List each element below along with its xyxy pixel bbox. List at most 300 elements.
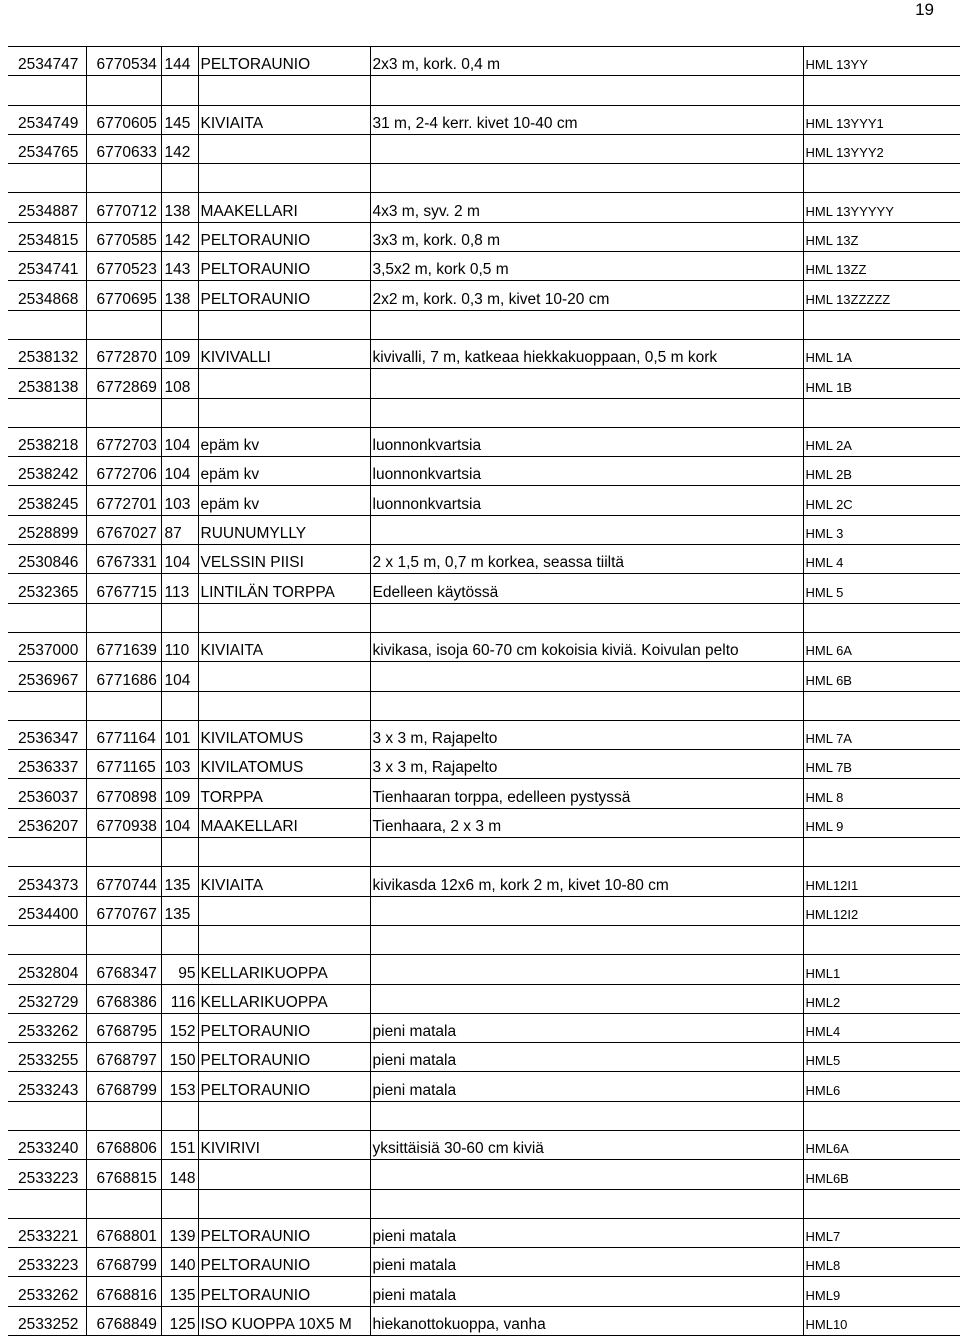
y-coordinate-cell [86,310,161,339]
y-coordinate-cell: 6767715 [86,574,161,603]
y-coordinate-cell [86,603,161,632]
elevation-cell: 125 [161,1306,198,1335]
description-cell: 2x3 m, kork. 0,4 m [370,47,803,76]
site-code-cell [803,1189,960,1218]
site-code-cell: HML 13YYY1 [803,105,960,134]
y-coordinate-cell [86,1101,161,1130]
site-code-cell: HML 6B [803,662,960,691]
site-code-cell: HML6A [803,1130,960,1159]
site-code-cell: HML 2B [803,457,960,486]
y-coordinate-cell: 6768799 [86,1248,161,1277]
x-coordinate-cell: 2536337 [8,750,86,779]
y-coordinate-cell: 6768386 [86,984,161,1013]
site-type-cell: epäm kv [198,457,370,486]
x-coordinate-cell: 2533223 [8,1160,86,1189]
site-code-cell: HML 13YY [803,47,960,76]
description-cell: Edelleen käytössä [370,574,803,603]
blank-row [8,691,960,720]
description-cell [370,955,803,984]
y-coordinate-cell: 6770523 [86,252,161,281]
elevation-cell [161,164,198,193]
elevation-cell: 138 [161,281,198,310]
description-cell: 3,5x2 m, kork 0,5 m [370,252,803,281]
blank-row [8,925,960,954]
table-row [8,427,960,456]
site-code-cell [803,1101,960,1130]
site-code-cell: HML2 [803,984,960,1013]
x-coordinate-cell: 2538138 [8,369,86,398]
site-code-cell [803,76,960,105]
site-code-cell: HML 4 [803,545,960,574]
description-cell: 2x2 m, kork. 0,3 m, kivet 10-20 cm [370,281,803,310]
x-coordinate-cell: 2533262 [8,1277,86,1306]
description-cell: hiekanottokuoppa, vanha [370,1306,803,1335]
table-row [8,808,960,837]
x-coordinate-cell: 2534765 [8,134,86,163]
x-coordinate-cell: 2533221 [8,1218,86,1247]
description-cell [370,515,803,544]
table-row [8,750,960,779]
description-cell: pieni matala [370,1248,803,1277]
y-coordinate-cell: 6768815 [86,1160,161,1189]
site-type-cell: ISO KUOPPA 10X5 M [198,1306,370,1335]
site-type-cell [198,691,370,720]
description-cell: luonnonkvartsia [370,457,803,486]
description-cell: 31 m, 2-4 kerr. kivet 10-40 cm [370,105,803,134]
description-cell: kivivalli, 7 m, katkeaa hiekkakuoppaan, 0,5 m kork [370,339,803,368]
blank-row [8,603,960,632]
description-cell [370,134,803,163]
elevation-cell: 109 [161,779,198,808]
x-coordinate-cell: 2534868 [8,281,86,310]
x-coordinate-cell [8,838,86,867]
elevation-cell [161,76,198,105]
site-type-cell: PELTORAUNIO [198,1072,370,1101]
site-code-cell: HML 1B [803,369,960,398]
table-row [8,1306,960,1335]
table-row [8,867,960,896]
description-cell [370,603,803,632]
elevation-cell: 142 [161,222,198,251]
y-coordinate-cell [86,1189,161,1218]
x-coordinate-cell [8,164,86,193]
table-row [8,984,960,1013]
elevation-cell [161,691,198,720]
table-row [8,1218,960,1247]
x-coordinate-cell: 2533262 [8,1013,86,1042]
description-cell [370,662,803,691]
site-code-cell: HML 2A [803,427,960,456]
table-row [8,662,960,691]
site-type-cell: LINTILÄN TORPPA [198,574,370,603]
x-coordinate-cell [8,691,86,720]
site-code-cell: HML10 [803,1306,960,1335]
description-cell: 2 x 1,5 m, 0,7 m korkea, seassa tiiltä [370,545,803,574]
x-coordinate-cell: 2538218 [8,427,86,456]
x-coordinate-cell: 2533243 [8,1072,86,1101]
y-coordinate-cell: 6770605 [86,105,161,134]
table-body [8,47,960,1336]
y-coordinate-cell: 6770744 [86,867,161,896]
site-type-cell: KIVILATOMUS [198,720,370,749]
x-coordinate-cell [8,398,86,427]
site-code-cell: HML7 [803,1218,960,1247]
table-row [8,105,960,134]
site-code-cell: HML12I2 [803,896,960,925]
y-coordinate-cell [86,76,161,105]
site-type-cell: TORPPA [198,779,370,808]
site-code-cell [803,691,960,720]
x-coordinate-cell: 2536967 [8,662,86,691]
table-row [8,779,960,808]
y-coordinate-cell: 6768849 [86,1306,161,1335]
elevation-cell [161,1189,198,1218]
site-type-cell: VELSSIN PIISI [198,545,370,574]
table-row [8,1072,960,1101]
table-row [8,1248,960,1277]
site-code-cell: HML 9 [803,808,960,837]
site-type-cell [198,925,370,954]
table-row [8,1013,960,1042]
site-type-cell: KELLARIKUOPPA [198,984,370,1013]
elevation-cell: 135 [161,1277,198,1306]
y-coordinate-cell: 6768347 [86,955,161,984]
x-coordinate-cell: 2528899 [8,515,86,544]
y-coordinate-cell: 6771639 [86,632,161,661]
y-coordinate-cell: 6768801 [86,1218,161,1247]
elevation-cell: 148 [161,1160,198,1189]
site-code-cell: HML 13ZZZZZ [803,281,960,310]
x-coordinate-cell: 2536207 [8,808,86,837]
elevation-cell: 135 [161,896,198,925]
site-code-cell: HML6B [803,1160,960,1189]
description-cell [370,896,803,925]
site-code-cell: HML 6A [803,632,960,661]
table-row [8,1043,960,1072]
records-table [8,46,960,1341]
x-coordinate-cell [8,603,86,632]
elevation-cell: 87 [161,515,198,544]
description-cell: 3 x 3 m, Rajapelto [370,720,803,749]
y-coordinate-cell: 6770633 [86,134,161,163]
site-code-cell: HML 3 [803,515,960,544]
site-type-cell [198,1160,370,1189]
site-type-cell: PELTORAUNIO [198,1248,370,1277]
elevation-cell: 104 [161,808,198,837]
elevation-cell: 104 [161,427,198,456]
site-type-cell: KIVIAITA [198,867,370,896]
y-coordinate-cell [86,164,161,193]
y-coordinate-cell [86,838,161,867]
site-type-cell [198,1101,370,1130]
y-coordinate-cell: 6768799 [86,1072,161,1101]
elevation-cell [161,603,198,632]
elevation-cell [161,310,198,339]
elevation-cell: 101 [161,720,198,749]
site-type-cell [198,603,370,632]
y-coordinate-cell: 6772869 [86,369,161,398]
elevation-cell: 103 [161,486,198,515]
description-cell [370,398,803,427]
description-cell: luonnonkvartsia [370,427,803,456]
site-code-cell: HML 13YYYYY [803,193,960,222]
site-code-cell [803,310,960,339]
x-coordinate-cell: 2532365 [8,574,86,603]
elevation-cell [161,838,198,867]
y-coordinate-cell: 6768806 [86,1130,161,1159]
site-code-cell [803,164,960,193]
site-type-cell [198,1189,370,1218]
elevation-cell: 135 [161,867,198,896]
description-cell: 3 x 3 m, Rajapelto [370,750,803,779]
y-coordinate-cell: 6768795 [86,1013,161,1042]
site-type-cell [198,164,370,193]
table-row [8,632,960,661]
y-coordinate-cell: 6770767 [86,896,161,925]
site-type-cell: PELTORAUNIO [198,1043,370,1072]
description-cell [370,925,803,954]
description-cell [370,164,803,193]
x-coordinate-cell: 2537000 [8,632,86,661]
x-coordinate-cell: 2538132 [8,339,86,368]
y-coordinate-cell: 6767331 [86,545,161,574]
x-coordinate-cell [8,1101,86,1130]
x-coordinate-cell [8,76,86,105]
description-cell [370,838,803,867]
table-row [8,1160,960,1189]
y-coordinate-cell: 6767027 [86,515,161,544]
elevation-cell: 103 [161,750,198,779]
site-code-cell: HML 2C [803,486,960,515]
y-coordinate-cell: 6772870 [86,339,161,368]
x-coordinate-cell: 2533252 [8,1306,86,1335]
site-type-cell: PELTORAUNIO [198,222,370,251]
x-coordinate-cell: 2530846 [8,545,86,574]
x-coordinate-cell: 2536037 [8,779,86,808]
table-row [8,574,960,603]
site-type-cell [198,662,370,691]
description-cell: yksittäisiä 30-60 cm kiviä [370,1130,803,1159]
x-coordinate-cell: 2534887 [8,193,86,222]
site-code-cell: HML9 [803,1277,960,1306]
x-coordinate-cell: 2533240 [8,1130,86,1159]
elevation-cell: 138 [161,193,198,222]
table-row [8,515,960,544]
site-code-cell: HML 8 [803,779,960,808]
elevation-cell [161,398,198,427]
table-row [8,47,960,76]
table-row [8,896,960,925]
elevation-cell: 143 [161,252,198,281]
site-code-cell: HML 13Z [803,222,960,251]
description-cell: pieni matala [370,1277,803,1306]
table-row [8,1277,960,1306]
site-type-cell: PELTORAUNIO [198,47,370,76]
description-cell [370,1189,803,1218]
y-coordinate-cell: 6768797 [86,1043,161,1072]
site-type-cell: KIVILATOMUS [198,750,370,779]
description-cell: kivikasa, isoja 60-70 cm kokoisia kiviä. Koivulan pelto [370,632,803,661]
y-coordinate-cell: 6772701 [86,486,161,515]
table-row [8,457,960,486]
x-coordinate-cell: 2533223 [8,1248,86,1277]
site-code-cell: HML 7B [803,750,960,779]
description-cell: kivikasda 12x6 m, kork 2 m, kivet 10-80 cm [370,867,803,896]
blank-row [8,310,960,339]
elevation-cell: 104 [161,545,198,574]
x-coordinate-cell: 2534749 [8,105,86,134]
site-type-cell [198,310,370,339]
description-cell: pieni matala [370,1072,803,1101]
table-row [8,720,960,749]
site-code-cell [803,838,960,867]
site-type-cell [198,838,370,867]
site-code-cell: HML6 [803,1072,960,1101]
site-type-cell: KIVIAITA [198,632,370,661]
table-row [8,281,960,310]
x-coordinate-cell: 2534815 [8,222,86,251]
table-row [8,1130,960,1159]
description-cell [370,1160,803,1189]
x-coordinate-cell: 2534741 [8,252,86,281]
site-type-cell [198,369,370,398]
y-coordinate-cell: 6770938 [86,808,161,837]
elevation-cell: 145 [161,105,198,134]
elevation-cell: 116 [161,984,198,1013]
table-row [8,339,960,368]
site-type-cell [198,134,370,163]
site-type-cell: KIVIVALLI [198,339,370,368]
elevation-cell: 110 [161,632,198,661]
site-code-cell: HML 13YYY2 [803,134,960,163]
table-row [8,955,960,984]
site-type-cell: KIVIAITA [198,105,370,134]
site-type-cell: MAAKELLARI [198,193,370,222]
table-row [8,369,960,398]
site-code-cell: HML 5 [803,574,960,603]
elevation-cell: 150 [161,1043,198,1072]
site-code-cell: HML 13ZZ [803,252,960,281]
elevation-cell: 104 [161,457,198,486]
x-coordinate-cell: 2532804 [8,955,86,984]
site-code-cell [803,398,960,427]
y-coordinate-cell [86,925,161,954]
y-coordinate-cell: 6768816 [86,1277,161,1306]
x-coordinate-cell: 2533255 [8,1043,86,1072]
blank-row [8,1101,960,1130]
description-cell [370,691,803,720]
description-cell: pieni matala [370,1013,803,1042]
site-type-cell: KELLARIKUOPPA [198,955,370,984]
x-coordinate-cell: 2538245 [8,486,86,515]
site-type-cell: PELTORAUNIO [198,1277,370,1306]
blank-row [8,838,960,867]
site-code-cell: HML4 [803,1013,960,1042]
description-cell: 3x3 m, kork. 0,8 m [370,222,803,251]
site-code-cell [803,925,960,954]
site-type-cell: epäm kv [198,486,370,515]
site-code-cell [803,603,960,632]
description-cell [370,984,803,1013]
y-coordinate-cell: 6772703 [86,427,161,456]
y-coordinate-cell: 6771164 [86,720,161,749]
y-coordinate-cell: 6770695 [86,281,161,310]
elevation-cell: 104 [161,662,198,691]
site-type-cell: PELTORAUNIO [198,252,370,281]
site-code-cell: HML12I1 [803,867,960,896]
table-row [8,486,960,515]
blank-row [8,76,960,105]
description-cell [370,76,803,105]
elevation-cell: 153 [161,1072,198,1101]
site-type-cell: RUUNUMYLLY [198,515,370,544]
site-type-cell: epäm kv [198,427,370,456]
elevation-cell [161,1101,198,1130]
elevation-cell: 109 [161,339,198,368]
x-coordinate-cell: 2534747 [8,47,86,76]
description-cell: Tienhaaran torppa, edelleen pystyssä [370,779,803,808]
x-coordinate-cell [8,925,86,954]
table-row [8,193,960,222]
y-coordinate-cell: 6770898 [86,779,161,808]
site-code-cell: HML8 [803,1248,960,1277]
description-cell: Tienhaara, 2 x 3 m [370,808,803,837]
site-type-cell [198,398,370,427]
y-coordinate-cell: 6772706 [86,457,161,486]
x-coordinate-cell: 2534400 [8,896,86,925]
y-coordinate-cell: 6771686 [86,662,161,691]
y-coordinate-cell [86,691,161,720]
elevation-cell: 151 [161,1130,198,1159]
y-coordinate-cell: 6770534 [86,47,161,76]
table-row [8,134,960,163]
y-coordinate-cell: 6770585 [86,222,161,251]
elevation-cell: 139 [161,1218,198,1247]
x-coordinate-cell [8,310,86,339]
x-coordinate-cell [8,1189,86,1218]
description-cell [370,369,803,398]
elevation-cell: 152 [161,1013,198,1042]
elevation-cell: 144 [161,47,198,76]
site-type-cell: MAAKELLARI [198,808,370,837]
site-type-cell: PELTORAUNIO [198,1218,370,1247]
description-cell: pieni matala [370,1218,803,1247]
description-cell: 4x3 m, syv. 2 m [370,193,803,222]
elevation-cell [161,925,198,954]
elevation-cell: 108 [161,369,198,398]
y-coordinate-cell: 6770712 [86,193,161,222]
site-type-cell: PELTORAUNIO [198,1013,370,1042]
description-cell [370,1101,803,1130]
page-number: 19 [915,0,934,19]
description-cell: pieni matala [370,1043,803,1072]
site-type-cell: PELTORAUNIO [198,281,370,310]
elevation-cell: 140 [161,1248,198,1277]
table-row [8,545,960,574]
elevation-cell: 142 [161,134,198,163]
y-coordinate-cell: 6771165 [86,750,161,779]
site-code-cell: HML5 [803,1043,960,1072]
x-coordinate-cell: 2534373 [8,867,86,896]
table-row [8,252,960,281]
x-coordinate-cell: 2532729 [8,984,86,1013]
x-coordinate-cell: 2538242 [8,457,86,486]
table-row [8,222,960,251]
y-coordinate-cell [86,398,161,427]
elevation-cell: 113 [161,574,198,603]
site-code-cell: HML 7A [803,720,960,749]
blank-row [8,398,960,427]
